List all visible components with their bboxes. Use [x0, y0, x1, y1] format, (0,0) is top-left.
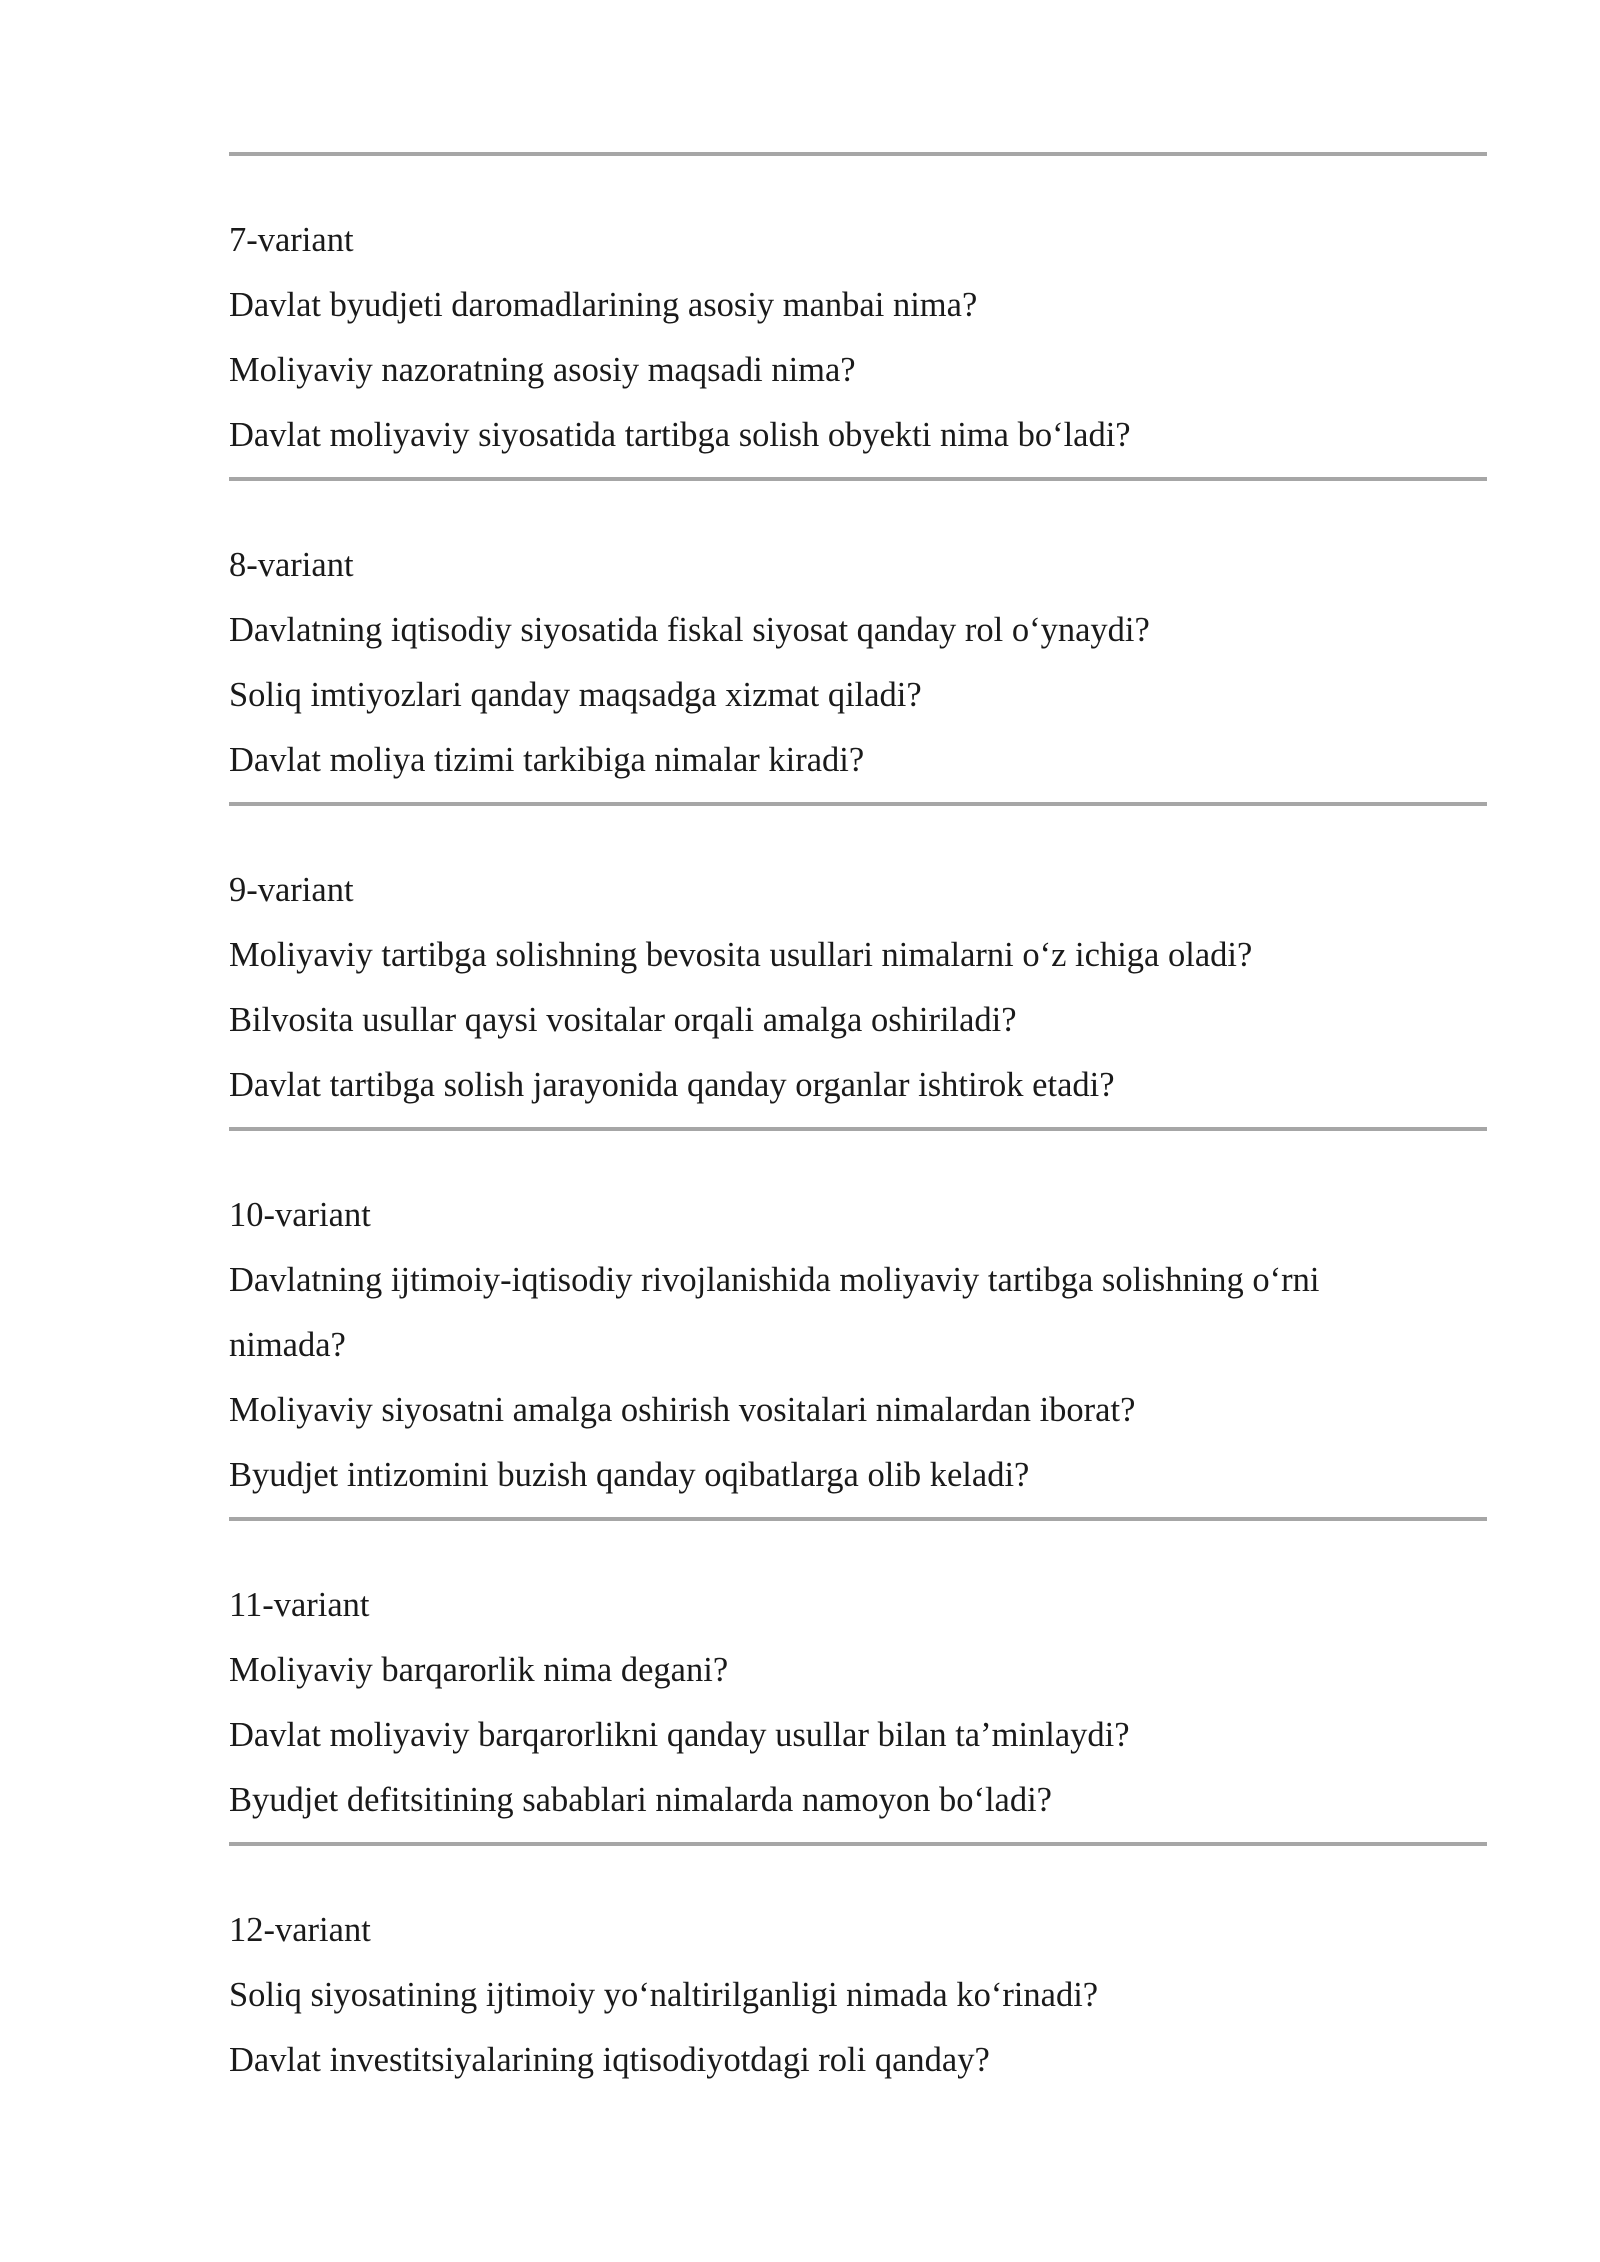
divider — [229, 477, 1487, 481]
question: Moliyaviy nazoratning asosiy maqsadi nima? — [229, 351, 856, 389]
divider — [229, 1842, 1487, 1846]
question: Byudjet defitsitining sabablari nimalarda namoyon bo‘ladi? — [229, 1781, 1052, 1819]
divider — [229, 1517, 1487, 1521]
question: Davlat moliyaviy siyosatida tartibga solish obyekti nima bo‘ladi? — [229, 416, 1131, 454]
question: Bilvosita usullar qaysi vositalar orqali amalga oshiriladi? — [229, 1001, 1017, 1039]
variant-title: 12-variant — [229, 1911, 371, 1949]
question: Byudjet intizomini buzish qanday oqibatlarga olib keladi? — [229, 1456, 1030, 1494]
question: Moliyaviy barqarorlik nima degani? — [229, 1651, 729, 1689]
question: Davlat moliyaviy barqarorlikni qanday usullar bilan ta’minlaydi? — [229, 1716, 1130, 1754]
question: Davlat tartibga solish jarayonida qanday organlar ishtirok etadi? — [229, 1066, 1115, 1104]
variant-title: 8-variant — [229, 546, 354, 584]
variant-title: 10-variant — [229, 1196, 371, 1234]
question: Moliyaviy tartibga solishning bevosita usullari nimalarni o‘z ichiga oladi? — [229, 936, 1253, 974]
question: Moliyaviy siyosatni amalga oshirish vositalari nimalardan iborat? — [229, 1391, 1136, 1429]
divider — [229, 152, 1487, 156]
question: Davlat byudjeti daromadlarining asosiy manbai nima? — [229, 286, 978, 324]
variant-title: 11-variant — [229, 1586, 370, 1624]
question-continuation: nimada? — [229, 1326, 346, 1364]
divider — [229, 802, 1487, 806]
question: Davlat investitsiyalarining iqtisodiyotdagi roli qanday? — [229, 2041, 990, 2079]
question: Soliq imtiyozlari qanday maqsadga xizmat qiladi? — [229, 676, 922, 714]
divider — [229, 1127, 1487, 1131]
question: Davlat moliya tizimi tarkibiga nimalar kiradi? — [229, 741, 865, 779]
question: Davlatning iqtisodiy siyosatida fiskal siyosat qanday rol o‘ynaydi? — [229, 611, 1150, 649]
variant-title: 7-variant — [229, 221, 354, 259]
question: Soliq siyosatining ijtimoiy yo‘naltirilganligi nimada ko‘rinadi? — [229, 1976, 1099, 2014]
variant-title: 9-variant — [229, 871, 354, 909]
question: Davlatning ijtimoiy-iqtisodiy rivojlanishida moliyaviy tartibga solishning o‘rni — [229, 1261, 1320, 1299]
